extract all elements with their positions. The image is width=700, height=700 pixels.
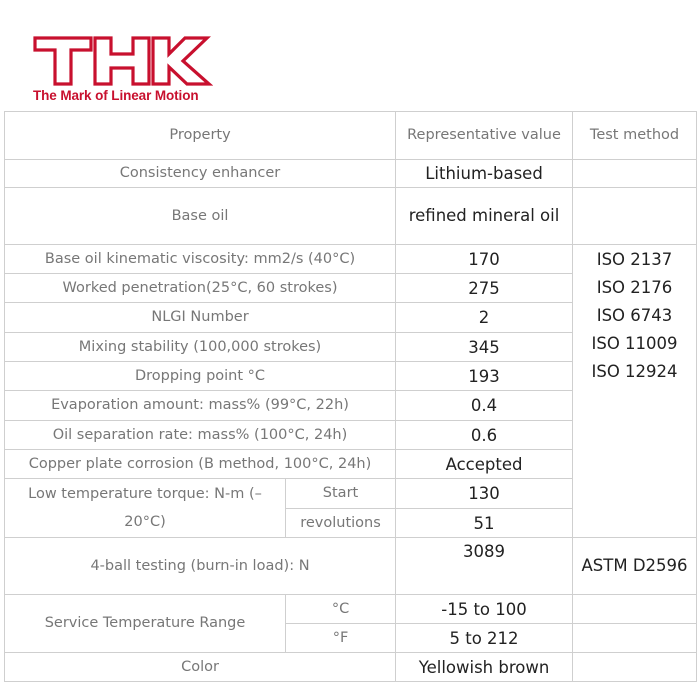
method-cell [573, 624, 697, 653]
method-cell [573, 595, 697, 624]
property-cell: Color [5, 653, 396, 682]
property-cell: Base oil kinematic viscosity: mm2/s (40°C) [5, 245, 396, 274]
value-cell: Lithium-based [396, 160, 573, 188]
value-cell: 130 [396, 479, 573, 509]
sub-label-cell: °F [286, 624, 396, 653]
test-method-item: ISO 2137 [596, 250, 673, 269]
property-cell: Evaporation amount: mass% (99°C, 22h) [5, 391, 396, 421]
test-method-item: ISO 6743 [596, 306, 673, 325]
value-cell: 3089 [396, 538, 573, 595]
value-cell: 0.6 [396, 421, 573, 450]
method-cell: ASTM D2596 [573, 538, 697, 595]
value-cell: 0.4 [396, 391, 573, 421]
header-property: Property [5, 112, 396, 160]
sub-label-cell: Start [286, 479, 396, 509]
sub-label-cell: revolutions [286, 509, 396, 538]
grease-properties-table [4, 111, 697, 682]
method-cell [573, 188, 697, 245]
test-methods-cell [573, 245, 697, 538]
property-cell: Low temperature torque: N-m (–20°C) [5, 479, 286, 538]
sub-label-cell: °C [286, 595, 396, 624]
value-cell: -15 to 100 [396, 595, 573, 624]
value-cell: Yellowish brown [396, 653, 573, 682]
value-cell: 170 [396, 245, 573, 274]
property-cell: Oil separation rate: mass% (100°C, 24h) [5, 421, 396, 450]
test-method-item: ISO 11009 [591, 334, 678, 353]
property-cell: Consistency enhancer [5, 160, 396, 188]
method-cell [573, 160, 697, 188]
table-row [5, 538, 697, 595]
value-cell: 345 [396, 333, 573, 362]
table-row [5, 653, 697, 682]
property-cell: Copper plate corrosion (B method, 100°C, 24h) [5, 450, 396, 479]
table-row [5, 160, 697, 188]
header-test-method: Test method [573, 112, 697, 160]
property-cell: Worked penetration(25°C, 60 strokes) [5, 274, 396, 303]
value-cell: 193 [396, 362, 573, 391]
value-cell: Accepted [396, 450, 573, 479]
property-cell: Base oil [5, 188, 396, 245]
method-cell [573, 653, 697, 682]
table-row [5, 188, 697, 245]
value-cell: 5 to 212 [396, 624, 573, 653]
table-row [5, 245, 697, 274]
property-cell: NLGI Number [5, 303, 396, 333]
test-method-item: ISO 2176 [596, 278, 673, 297]
thk-logo-mark [33, 34, 213, 86]
value-cell: refined mineral oil [396, 188, 573, 245]
table-row [5, 595, 697, 624]
property-cell: 4-ball testing (burn-in load): N [5, 538, 396, 595]
property-cell: Service Temperature Range [5, 595, 286, 653]
header-representative-value: Representative value [396, 112, 573, 160]
value-cell: 2 [396, 303, 573, 333]
property-cell: Mixing stability (100,000 strokes) [5, 333, 396, 362]
brand-tagline: The Mark of Linear Motion [33, 88, 199, 103]
test-method-item: ISO 12924 [591, 362, 678, 381]
value-cell: 51 [396, 509, 573, 538]
property-cell: Dropping point °C [5, 362, 396, 391]
table-header-row [5, 112, 697, 160]
value-cell: 275 [396, 274, 573, 303]
